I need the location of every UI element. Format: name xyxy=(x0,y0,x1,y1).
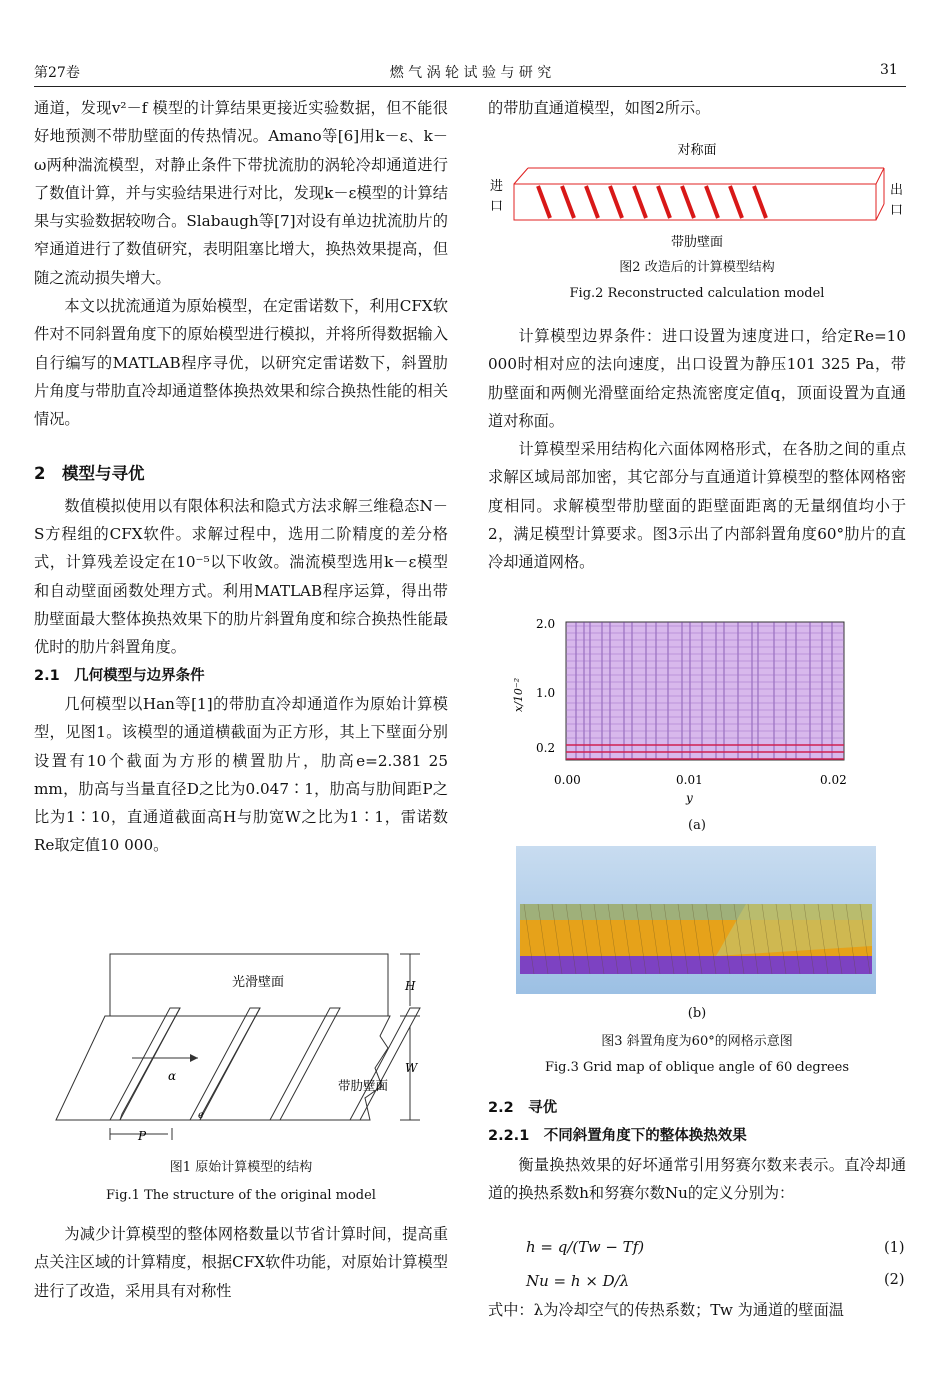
paragraph: 为减少计算模型的整体网格数量以节省计算时间，提高重点关注区域的计算精度，根据CFX软件功能，对原始计算模型进行了改造，采用具有对称性 xyxy=(34,1225,448,1300)
right-column-last xyxy=(488,1296,906,1324)
figure-1-caption-cn: 图1 原始计算模型的结构 xyxy=(169,1160,313,1175)
right-column-top xyxy=(488,94,906,122)
paragraph: 式中：λ为冷却空气的传热系数；Tw 为通道的壁面温 xyxy=(488,1301,844,1319)
xtick: 0.01 xyxy=(676,773,703,787)
rib-line xyxy=(610,186,622,218)
equation-2: Nu = h × D/λ xyxy=(526,1272,630,1290)
figure-2-diagram xyxy=(488,138,906,254)
paragraph: 的带肋直通道模型，如图2所示。 xyxy=(488,99,711,117)
rib-line xyxy=(562,186,574,218)
paragraph: 几何模型以Han等[1]的带肋直冷却通道作为原始计算模型，见图1。该模型的通道横截面为正方形，其上下壁面分别设置有10个截面为方形的横置肋片，肋高e=2.381 25 mm，肋高与当量直径D之比为0.047∶1，肋高与肋间距P之比为1∶10，直通道截面高H与肋宽W之比为1∶1，雷诺数Re取定值10 000。 xyxy=(34,694,448,855)
label-e: e xyxy=(198,1110,204,1121)
axis-x-label: y xyxy=(686,791,693,805)
paragraph: 计算模型采用结构化六面体网格形式，在各肋之间的重点求解区域局部加密，其它部分与直通道计算模型的整体网格密度相同。求解模型带肋壁面的距壁面距离的无量纲值均小于2，满足模型计算要求。图3示出了内部斜置角度60°肋片的直冷却通道网格。 xyxy=(488,440,906,572)
ytick: 2.0 xyxy=(536,617,556,631)
figure-3-caption-en: Fig.3 Grid map of oblique angle of 60 degrees xyxy=(544,1060,849,1075)
rib-line xyxy=(754,186,766,218)
axis-y-label: x/10⁻² xyxy=(512,677,525,712)
header-volume: 第27卷 xyxy=(34,65,80,81)
label-ribbed-wall-2: 带肋壁面 xyxy=(670,235,724,250)
left-column-bottom xyxy=(34,1220,448,1305)
header-page: 31 xyxy=(880,62,898,78)
ytick: 0.2 xyxy=(536,741,556,755)
rib-line xyxy=(730,186,742,218)
figure-3a-sublabel: (a) xyxy=(688,818,706,833)
header-rule xyxy=(34,86,906,87)
figure-3-caption-cn: 图3 斜置角度为60°的网格示意图 xyxy=(601,1034,793,1049)
rib-line xyxy=(634,186,646,218)
label-outlet-2: 口 xyxy=(890,203,904,218)
figure-3a-mesh xyxy=(506,612,856,808)
figure-2-caption-cn: 图2 改造后的计算模型结构 xyxy=(619,260,775,275)
subsection-heading: 2.2.1 不同斜置角度下的整体换热效果 xyxy=(488,1128,747,1145)
xtick: 0.00 xyxy=(554,773,581,787)
subsection-heading: 2.1 几何模型与边界条件 xyxy=(34,667,205,684)
figure-2-caption-en: Fig.2 Reconstructed calculation model xyxy=(569,286,825,301)
label-W: W xyxy=(405,1061,418,1075)
rib-line xyxy=(586,186,598,218)
equation-1-number: (1) xyxy=(884,1240,905,1256)
section-heading: 2 模型与寻优 xyxy=(34,463,145,483)
label-outlet-1: 出 xyxy=(890,183,904,198)
equation-1: h = q/(Tw − Tf) xyxy=(526,1238,645,1256)
figure-1-diagram xyxy=(50,948,440,1148)
label-H: H xyxy=(405,979,416,993)
figure-3b-sublabel: (b) xyxy=(687,1006,707,1021)
paragraph: 衡量换热效果的好坏通常引用努赛尔数来表示。直冷却通道的换热系数h和努赛尔数Nu的定义分别为： xyxy=(488,1155,906,1202)
paragraph: 计算模型边界条件：进口设置为速度进口，给定Re=10 000时相对应的法向速度，出口设置为静压101 325 Pa，带肋壁面和两侧光滑壁面给定热流密度定值q，顶面设置为直通道对称面。 xyxy=(488,327,906,430)
label-smooth-wall: 光滑壁面 xyxy=(231,975,285,990)
figure-3b-mesh xyxy=(516,846,876,994)
label-P: P xyxy=(138,1129,147,1143)
label-alpha: α xyxy=(168,1069,177,1083)
paragraph: 通道，发现v²－f 模型的计算结果更接近实验数据，但不能很好地预测不带肋壁面的传热情况。Amano等[6]用k－ε、k－ω两种湍流模型，对静止条件下带扰流肋的涡轮冷却通道进行了数值计算，并与实验结果进行对比，发现k－ε模型的计算结果与实验数据较吻合。Slabaugh等[7]对设有单边扰流肋片的窄通道进行了数值研究，表明阻塞比增大，换热效果提高，但随之流动损失增大。 xyxy=(34,99,448,287)
figure-1-caption-en: Fig.1 The structure of the original model xyxy=(106,1188,376,1203)
equation-2-number: (2) xyxy=(884,1272,905,1288)
label-inlet-2: 口 xyxy=(490,199,504,214)
rib-line xyxy=(538,186,550,218)
xtick: 0.02 xyxy=(820,773,847,787)
rib-line xyxy=(682,186,694,218)
header-journal: 燃 气 涡 轮 试 验 与 研 究 xyxy=(389,65,552,81)
section-heading: 2.2 寻优 xyxy=(488,1100,558,1116)
label-ribbed-wall: 带肋壁面 xyxy=(338,1078,389,1093)
rib-line xyxy=(706,186,718,218)
label-symmetry-plane: 对称面 xyxy=(677,143,717,158)
paragraph: 本文以扰流通道为原始模型，在定雷诺数下，利用CFX软件对不同斜置角度下的原始模型进行模拟，并将所得数据输入自行编写的MATLAB程序寻优，以研究定雷诺数下，斜置肋片角度与带肋直冷却通道整体换热效果和综合换热性能的相关情况。 xyxy=(34,297,448,429)
right-column-mid xyxy=(488,322,906,577)
label-inlet-1: 进 xyxy=(490,179,504,194)
rib-line xyxy=(658,186,670,218)
paragraph: 数值模拟使用以有限体积法和隐式方法求解三维稳态N－S方程组的CFX软件。求解过程中，选用二阶精度的差分格式，计算残差设定在10⁻⁵以下收敛。湍流模型选用k－ε模型和自动壁面函数处理方式。利用MATLAB程序运算，得出带肋壁面最大整体换热效果下的肋片斜置角度和综合换热性能最优时的肋片斜置角度。 xyxy=(34,496,448,657)
ytick: 1.0 xyxy=(536,686,556,700)
right-column-bottom xyxy=(488,1094,906,1207)
left-column-top xyxy=(34,94,448,860)
